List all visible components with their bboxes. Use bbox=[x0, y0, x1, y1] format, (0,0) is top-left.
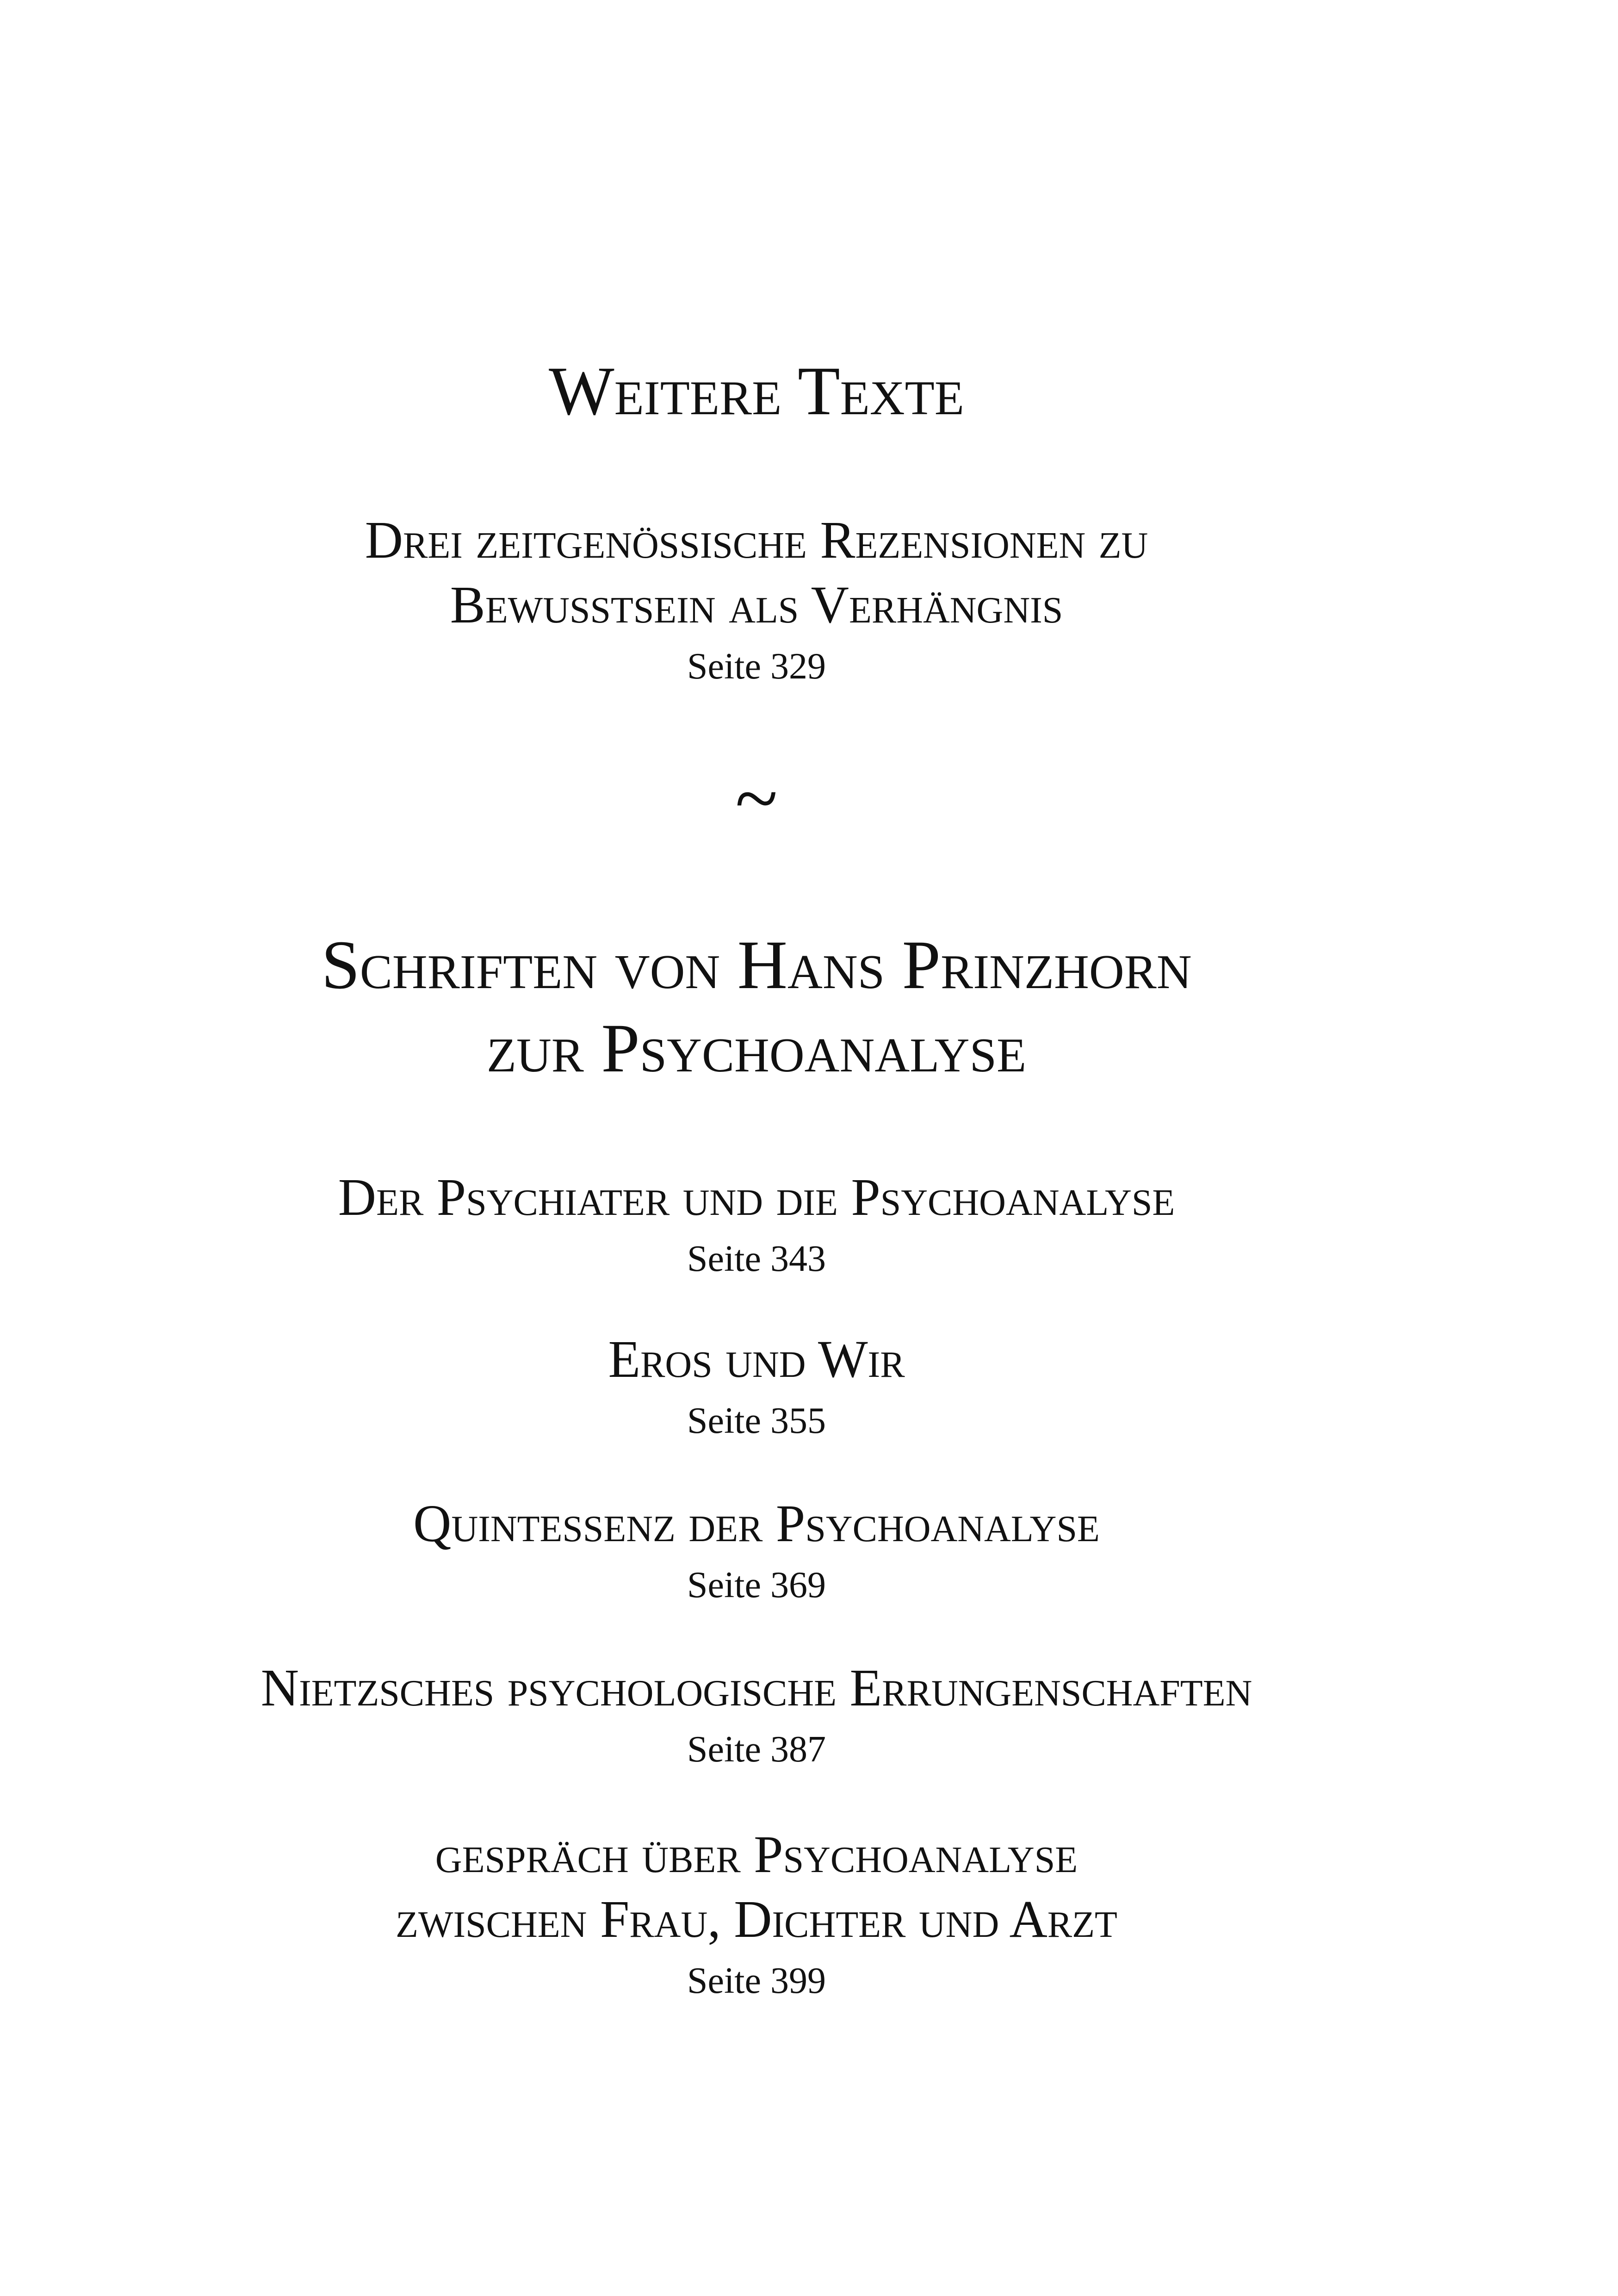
entry-page-reference: Seite 387 bbox=[687, 1729, 826, 1770]
section-heading-line: zur Psychoanalyse bbox=[486, 1010, 1027, 1087]
entry-page-reference: Seite 355 bbox=[687, 1400, 826, 1441]
entry-title-line: Drei zeitgenössische Rezensionen zu bbox=[365, 510, 1148, 569]
section-heading-line: Schriften von Hans Prinzhorn bbox=[321, 927, 1192, 1003]
entry-title: Nietzsches psychologische Errungenschaften bbox=[260, 1658, 1252, 1717]
section-heading-weitere-texte: Weitere Texte bbox=[549, 353, 964, 429]
tilde-ornament: ~ bbox=[735, 755, 778, 842]
entry-page-reference: Seite 343 bbox=[687, 1238, 826, 1279]
entry-title: Quintessenz der Psychoanalyse bbox=[413, 1494, 1100, 1553]
entry-page-reference: Seite 369 bbox=[687, 1565, 826, 1605]
entry-title-line: gespräch über Psychoanalyse bbox=[435, 1825, 1078, 1884]
entry-title-line: Bewußtsein als Verhängnis bbox=[450, 575, 1063, 634]
entry-title: Eros und Wir bbox=[608, 1330, 905, 1388]
entry-page-reference: Seite 399 bbox=[687, 1960, 826, 2001]
entry-page-reference: Seite 329 bbox=[687, 646, 826, 687]
entry-title: Der Psychiater und die Psychoanalyse bbox=[338, 1168, 1175, 1226]
entry-title-line: zwischen Frau, Dichter und Arzt bbox=[396, 1890, 1117, 1948]
